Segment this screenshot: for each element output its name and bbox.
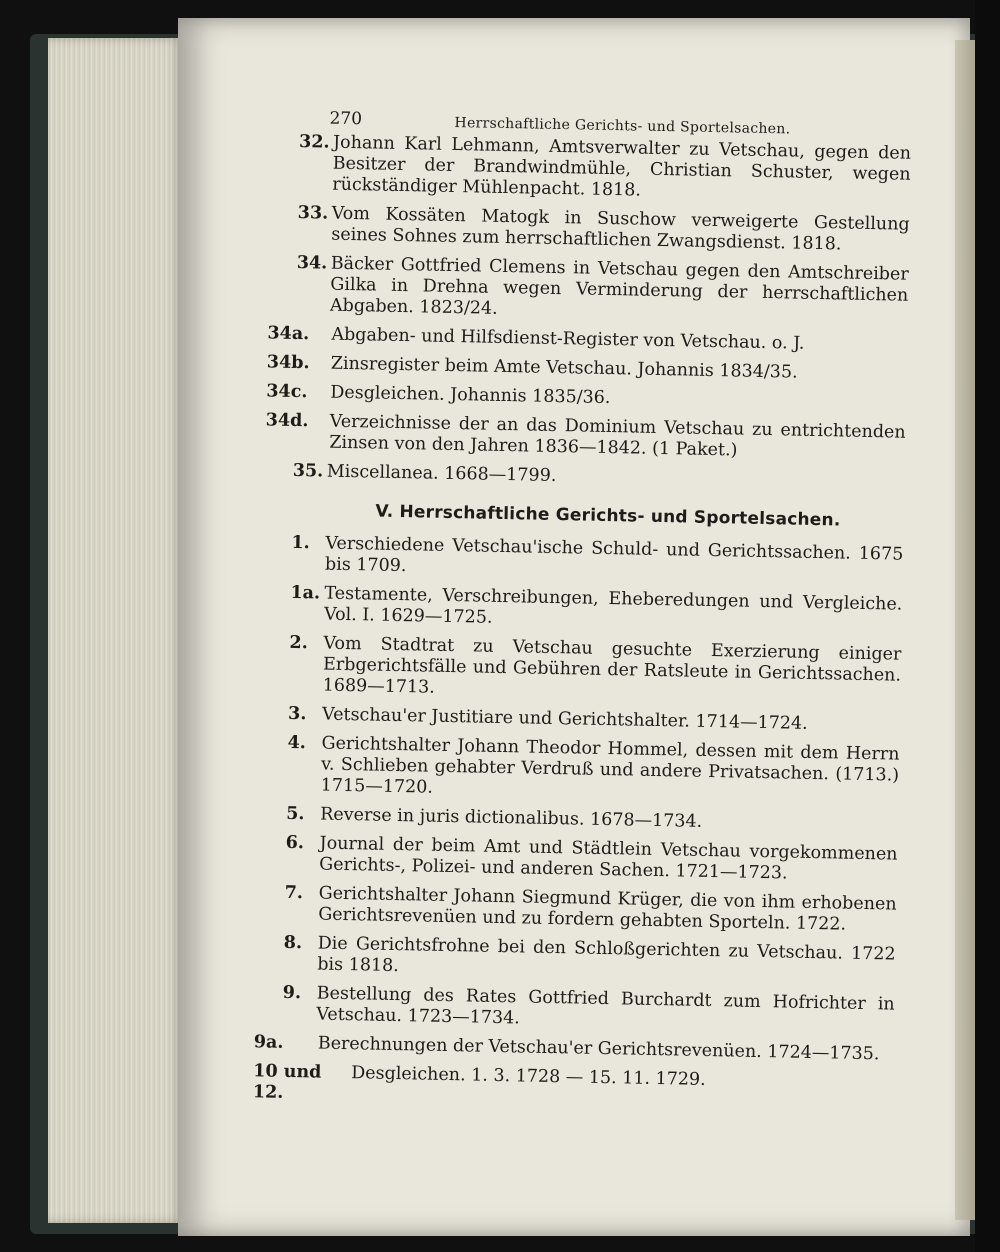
list-item (253, 1032, 894, 1066)
list-item (290, 583, 903, 637)
entry-number: 5. (286, 803, 305, 825)
list-item (285, 833, 898, 887)
entry-number: 32. (298, 131, 330, 153)
entry-number: 2. (289, 632, 308, 654)
list-item (284, 883, 897, 937)
entry-text: Vom Kossäten Matogk in Suschow verweigerte Gestellung seines Sohnes zum herrschaftlichen Zwangsdienst. 1818. (331, 203, 910, 255)
background-right (975, 0, 1000, 1252)
entry-number: 8. (283, 932, 303, 954)
entry-number: 33. (297, 202, 329, 224)
entry-text: Miscellanea. 1668—1799. (326, 461, 557, 486)
entry-number: 34d. (265, 410, 309, 432)
list-item (267, 323, 907, 357)
entry-number: 35. (292, 460, 324, 482)
list-item (298, 132, 911, 207)
entry-text: Gerichtshalter Johann Theodor Hommel, dessen mit dem Herrn v. Schlieben gehabter Verdruß und andere Privatsachen. (1713.) 1715—1720. (320, 733, 900, 798)
entry-number: 1. (291, 532, 310, 554)
entry-number: 34b. (266, 352, 310, 374)
list-item (296, 253, 909, 328)
entry-number: 34. (296, 252, 328, 274)
list-item (287, 733, 900, 808)
page-content (252, 96, 912, 1128)
page-right-edge (955, 40, 975, 1220)
running-head: Herrschaftliche Gerichts- und Sportelsachen. (454, 114, 791, 138)
entry-number: 9. (282, 982, 302, 1004)
entry-text: Vetschau'er Justitiare und Gerichtshalter. 1714—1724. (321, 704, 808, 734)
entry-text: Journal der beim Amt und Städtlein Vetschau vorgekommenen Gerichts-, Polizei- und anderen Sachen. 1721—1723. (319, 833, 898, 884)
entry-number: 1a. (290, 582, 321, 604)
entry-text: Desgleichen. Johannis 1835/36. (330, 382, 611, 409)
entry-text: Die Gerichtsfrohne bei den Schloßgerichten zu Vetschau. 1722 bis 1818. (317, 933, 896, 977)
entry-text: Gerichtshalter Johann Siegmund Krüger, die von ihm erhobenen Gerichtsrevenüen und zu fordern gehabten Sporteln. 1722. (318, 883, 897, 935)
entry-text: Vom Stadtrat zu Vetschau gesuchte Exerzierung einiger Erbgerichtsfälle und Gebühren der Ratsleute in Gerichtssachen. 1689—1713. (322, 633, 902, 698)
entry-text: Abgaben- und Hilfsdienst-Register von Vetschau. o. J. (331, 324, 805, 354)
list-item (291, 533, 904, 587)
entry-number: 34a. (267, 323, 310, 345)
entry-number: 10 und 12. (252, 1061, 322, 1103)
entry-number: 4. (287, 732, 307, 754)
entry-text: Zinsregister beim Amte Vetschau. Johannis 1834/35. (330, 353, 798, 383)
list-item (266, 352, 907, 386)
list-item (293, 461, 905, 494)
entry-text: Verzeichnisse der an das Dominium Vetschau zu entrichtenden Zinsen von den Jahren 1836—1842. (1 Paket.) (329, 411, 906, 461)
list-item (297, 203, 910, 257)
entries-section (252, 532, 904, 1116)
list-item (266, 381, 906, 415)
page-edges (48, 38, 183, 1223)
list-item (286, 804, 898, 837)
entry-text: Bäcker Gottfried Clemens in Vetschau gegen den Amtschreiber Gilka in Drehna wegen Verminderung der herrschaftlichen Abgaben. 1823/24. (329, 253, 909, 319)
entry-text: Desgleichen. 1. 3. 1728 — 15. 11. 1729. (351, 1063, 706, 1090)
list-item (288, 633, 901, 708)
entry-number: 9a. (253, 1032, 284, 1053)
list-item (283, 933, 896, 987)
entry-number: 34c. (266, 381, 308, 403)
entry-number: 6. (285, 832, 305, 854)
entry-text: Berechnungen der Vetschau'er Gerichtsrevenüen. 1724—1735. (317, 1033, 880, 1065)
section-heading: V. Herrschaftliche Gerichts- und Sportelsachen. (375, 501, 841, 531)
entry-text: Reverse in juris dictionalibus. 1678—1734. (320, 804, 703, 832)
entry-text: Bestellung des Rates Gottfried Burchardt zum Hofrichter in Vetschau. 1723—1734. (316, 983, 895, 1029)
entry-number: 3. (287, 703, 307, 725)
list-item (253, 1061, 894, 1115)
entries-top (265, 131, 912, 494)
list-item (288, 704, 900, 737)
entry-text: Testamente, Verschreibungen, Eheberedungen und Vergleiche. Vol. I. 1629—1725. (323, 583, 903, 628)
entry-text: Johann Karl Lehmann, Amtsverwalter zu Vetschau, gegen den Besitzer der Brandwindmühle, Christian Schuster, wegen rückständiger Mühlenpacht. 1818. (332, 132, 912, 201)
list-item (282, 983, 895, 1037)
entry-number: 7. (284, 882, 304, 904)
entry-text: Verschiedene Vetschau'ische Schuld- und Gerichtssachen. 1675 bis 1709. (324, 533, 904, 577)
page-number: 270 (329, 108, 363, 130)
list-item (265, 410, 906, 465)
